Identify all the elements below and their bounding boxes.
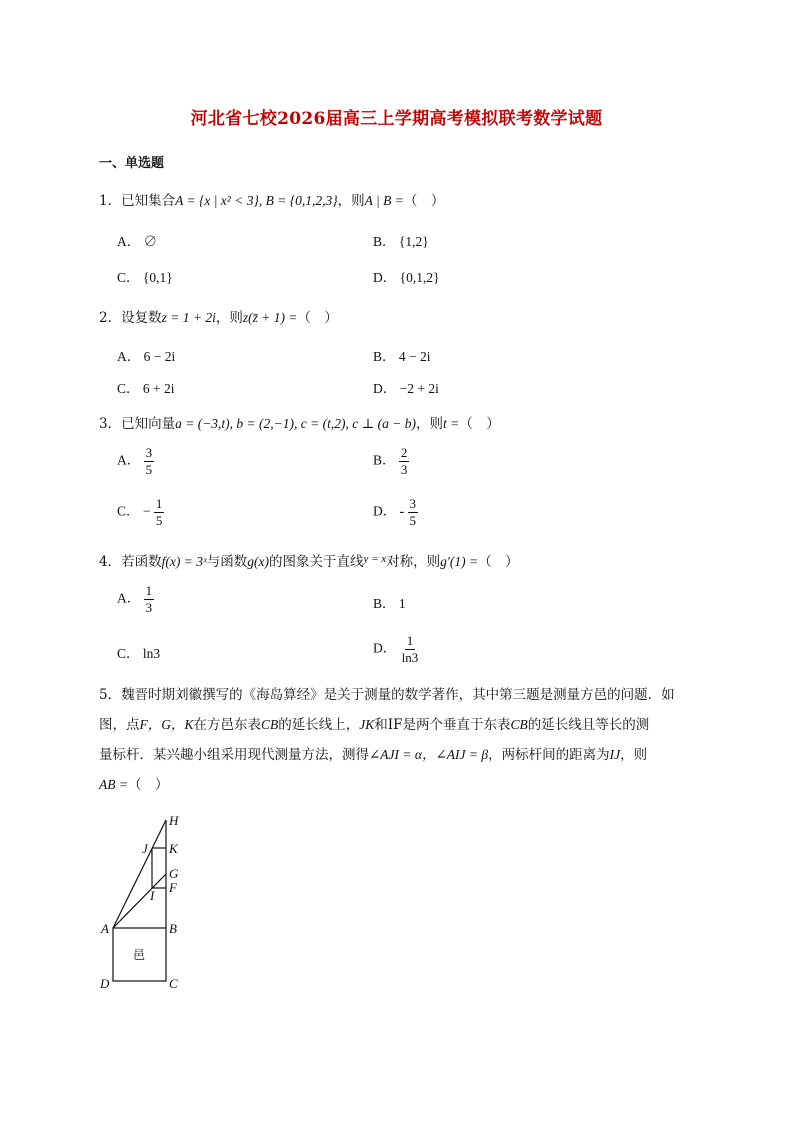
question-number: 3． [99,416,122,432]
option-value: ln3 [142,646,161,661]
label-j: J [142,841,148,856]
answer-blank: （ ） [297,310,338,326]
option-b[interactable]: B． 1 [373,596,406,611]
math-expression: t = [443,416,460,431]
option-c[interactable]: C． ln3 [117,646,161,661]
question-number: 1． [99,193,122,209]
question-text: ，则 [416,416,444,432]
question-line: 量标杆．某兴趣小组采用现代测量方法，测得∠AJI = α，∠AIJ = β，两标杆间的距离为IJ，则 [99,747,648,763]
label-h: H [169,813,179,828]
option-a[interactable]: A． $\frac{3}{5}$ [117,445,153,477]
label-i: I [150,888,155,903]
label-d: D [100,976,110,991]
math-expression: g(x) [247,554,269,569]
answer-blank: （ ） [127,777,169,793]
label-b: B [169,921,177,936]
option-a[interactable]: A． $\frac{1}{3}$ [117,583,153,615]
math-expression: A | B = [364,193,404,208]
label-f: F [169,880,177,895]
answer-blank: （ ） [459,416,500,432]
math-expression: f(x) = 3ˣ [161,554,207,569]
answer-blank: （ ） [403,193,445,209]
math-expression: z = 1 + 2i [161,310,216,325]
option-c[interactable]: C． − $\frac{1}{5}$ [117,496,163,528]
math-expression: g′(1) = [440,554,479,569]
question-text: 设复数 [121,310,162,326]
question-line: AB =（ ） [99,777,169,793]
label-city: 邑 [133,948,146,962]
fraction: $\frac{3}{5}$ [145,445,153,477]
option-c[interactable]: C． 6 + 2i [117,381,175,396]
answer-blank: （ ） [478,554,519,570]
question-text: 的图象关于直线 [268,554,364,570]
fraction: $\frac{3}{5}$ [409,496,416,528]
question-text: 已知集合 [121,193,176,209]
option-value: 6 − 2i [143,349,176,364]
option-b[interactable]: B． 4 − 2i [373,349,431,364]
option-value: −2 + 2i [399,381,439,396]
question-text: ，则 [337,193,365,209]
question-line: 图，点F，G，K在方邑东表CB的延长线上，JK和IF是两个垂直于东表CB的延长线且等长的测 [99,717,650,733]
option-value: {0,1,2} [399,270,440,285]
math-expression: y = x [363,553,387,565]
question-text: 对称，则 [386,554,441,570]
question-text: 已知向量 [121,416,176,432]
option-a[interactable]: A． 6 − 2i [117,349,176,364]
sightline-ah [113,820,166,928]
page-title: 河北省七校2026届高三上学期高考模拟联考数学试题 [190,109,603,129]
option-value: 4 − 2i [398,349,431,364]
section-heading: 一、单选题 [99,156,165,171]
option-d[interactable]: D． - $\frac{3}{5}$ [373,496,416,528]
option-b[interactable]: B． $\frac{2}{3}$ [373,445,408,477]
option-value: ∅ [143,234,158,249]
option-d[interactable]: D． {0,1,2} [373,270,440,285]
question-4 [99,550,519,570]
label-c: C [169,976,178,991]
option-value: 6 + 2i [142,381,175,396]
question-5 [99,680,699,800]
fraction: $\frac{1}{3}$ [145,583,153,615]
fraction: $\frac{1}{\ln 3}$ [401,633,419,665]
math-expression: a = (−3,t), b = (2,−1), c = (t,2), c ⊥ (a − b) [175,416,417,431]
question-3 [99,412,500,432]
label-a: A [101,921,109,936]
question-number: 2． [99,310,122,326]
question-number: 4． [99,554,122,570]
geometry-figure [96,808,196,998]
option-d[interactable]: D． $\frac{1}{\ln 3}$ [373,633,419,665]
label-k: K [169,841,178,856]
fraction: $\frac{1}{5}$ [155,496,163,528]
question-text: ，则 [215,310,243,326]
option-b[interactable]: B． {1,2} [373,234,429,249]
math-expression: z(z̄ + 1) = [242,310,298,325]
math-expression: A = {x | x² < 3}, B = {0,1,2,3} [175,193,338,208]
label-g: G [169,866,179,881]
question-text: 若函数 [121,554,162,570]
minus-sign: − [142,503,151,519]
fraction: $\frac{2}{3}$ [400,445,408,477]
question-text: 与函数 [206,554,248,570]
option-value: {1,2} [398,234,429,249]
option-value: {0,1} [142,270,173,285]
question-line: 5．魏晋时期刘徽撰写的《海岛算经》是关于测量的数学著作，其中第三题是测量方邑的问题．如 [99,687,675,703]
option-a[interactable]: A． ∅ [117,234,158,249]
sightline-ag [113,874,166,928]
option-value: 1 [398,596,406,611]
question-number: 5． [99,687,122,703]
minus-sign: - [399,503,405,519]
option-d[interactable]: D． −2 + 2i [373,381,439,396]
question-1 [99,189,444,209]
question-2 [99,306,338,326]
option-c[interactable]: C． {0,1} [117,270,173,285]
